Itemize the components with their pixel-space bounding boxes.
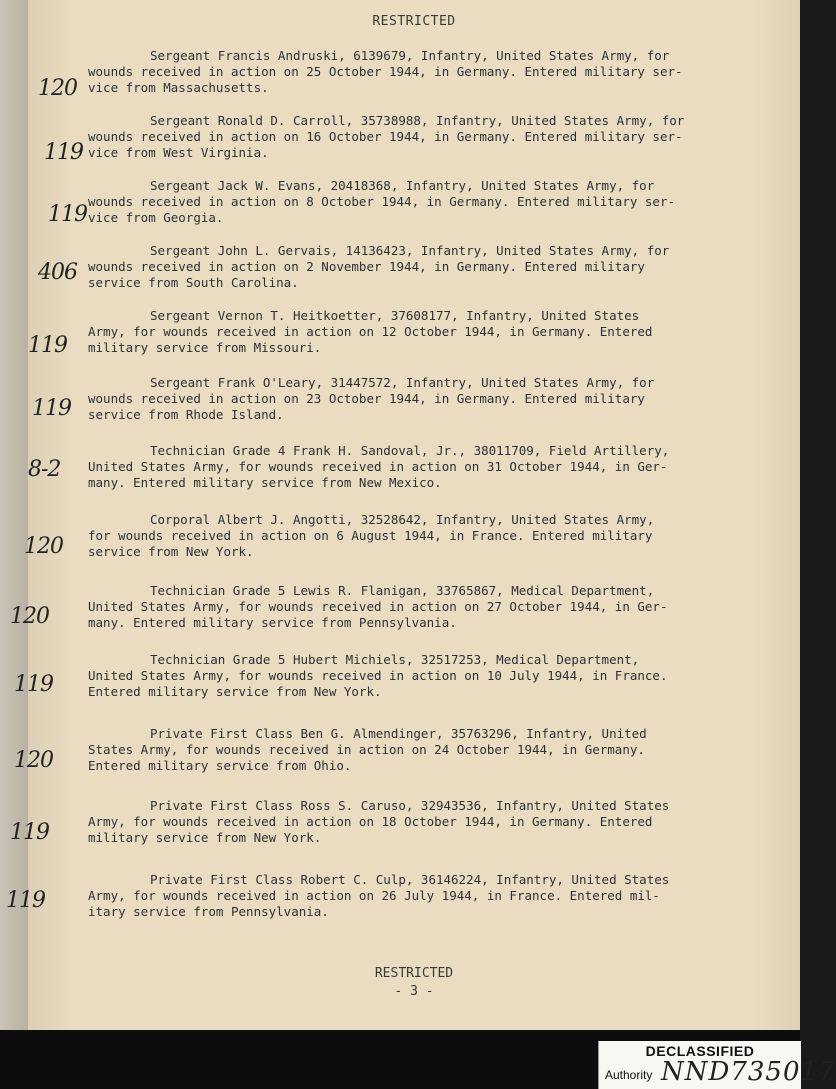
entry-line: Private First Class Robert C. Culp, 36146224, Infantry, United States	[150, 872, 670, 887]
entry-line: Sergeant Jack W. Evans, 20418368, Infantry, United States Army, for	[150, 178, 655, 193]
citation-entry	[88, 726, 768, 774]
entry-line: Entered military service from New York.	[88, 684, 382, 699]
entry-line: itary service from Pennsylvania.	[88, 904, 329, 919]
handwritten-note: 120	[38, 76, 77, 101]
entry-line: wounds received in action on 2 November 1944, in Germany. Entered military	[88, 259, 645, 274]
handwritten-note: 119	[32, 396, 71, 421]
citation-entry	[88, 798, 768, 846]
entry-line: United States Army, for wounds received in action on 10 July 1944, in France.	[88, 668, 668, 683]
entry-line: wounds received in action on 16 October 1944, in Germany. Entered military ser-	[88, 129, 683, 144]
header-classification: RESTRICTED	[372, 14, 456, 29]
entry-line: many. Entered military service from New Mexico.	[88, 475, 442, 490]
entry-line: vice from Massachusetts.	[88, 80, 269, 95]
entry-line: wounds received in action on 23 October 1944, in Germany. Entered military	[88, 391, 645, 406]
entry-line: Army, for wounds received in action on 18 October 1944, in Germany. Entered	[88, 814, 653, 829]
page-number: - 3 -	[394, 984, 434, 999]
entry-line: wounds received in action on 8 October 1944, in Germany. Entered military ser-	[88, 194, 675, 209]
stamp-label: Authority	[605, 1068, 653, 1082]
entry-line: States Army, for wounds received in action on 24 October 1944, in Germany.	[88, 742, 645, 757]
citation-entry	[88, 512, 768, 560]
handwritten-note: 119	[44, 140, 83, 165]
entry-line: Army, for wounds received in action on 12 October 1944, in Germany. Entered	[88, 324, 653, 339]
handwritten-note: 119	[6, 888, 45, 913]
entry-line: wounds received in action on 25 October 1944, in Germany. Entered military ser-	[88, 64, 683, 79]
entry-line: Sergeant John L. Gervais, 14136423, Infantry, United States Army, for	[150, 243, 670, 258]
handwritten-note: 119	[48, 202, 87, 227]
handwritten-note: 120	[10, 604, 49, 629]
stamp-number: NND735017	[661, 1057, 836, 1087]
entry-line: Sergeant Ronald D. Carroll, 35738988, Infantry, United States Army, for	[150, 113, 685, 128]
entry-line: vice from West Virginia.	[88, 145, 269, 160]
handwritten-note: 119	[10, 820, 49, 845]
citation-entry	[88, 872, 768, 920]
entry-line: Technician Grade 4 Frank H. Sandoval, Jr., 38011709, Field Artillery,	[150, 443, 670, 458]
citation-entry	[88, 48, 768, 96]
entry-line: Private First Class Ben G. Almendinger, 35763296, Infantry, United	[150, 726, 647, 741]
entry-line: for wounds received in action on 6 August 1944, in France. Entered military	[88, 528, 653, 543]
entry-line: vice from Georgia.	[88, 210, 224, 225]
scan-edge	[0, 0, 28, 1030]
citation-entry	[88, 243, 768, 291]
entry-line: Sergeant Francis Andruski, 6139679, Infantry, United States Army, for	[150, 48, 670, 63]
document-page	[6, 0, 800, 1030]
entry-line: service from South Carolina.	[88, 275, 299, 290]
citation-entry	[88, 308, 768, 356]
entry-line: Army, for wounds received in action on 26 July 1944, in France. Entered mil-	[88, 888, 660, 903]
handwritten-note: 406	[38, 260, 77, 285]
handwritten-note: 8-2	[28, 457, 61, 482]
citation-entry	[88, 375, 768, 423]
handwritten-note: 120	[24, 534, 63, 559]
entry-line: Sergeant Frank O'Leary, 31447572, Infantry, United States Army, for	[150, 375, 655, 390]
citation-entry	[88, 443, 768, 491]
entry-line: Private First Class Ross S. Caruso, 32943536, Infantry, United States	[150, 798, 670, 813]
declassified-stamp	[598, 1041, 836, 1089]
citation-entry	[88, 113, 768, 161]
footer-classification: RESTRICTED	[374, 966, 454, 981]
entry-line: military service from Missouri.	[88, 340, 322, 355]
entry-line: Technician Grade 5 Lewis R. Flanigan, 33765867, Medical Department,	[150, 583, 655, 598]
entry-line: Corporal Albert J. Angotti, 32528642, Infantry, United States Army,	[150, 512, 655, 527]
entry-line: military service from New York.	[88, 830, 322, 845]
entry-line: United States Army, for wounds received in action on 27 October 1944, in Ger-	[88, 599, 668, 614]
entry-line: United States Army, for wounds received in action on 31 October 1944, in Ger-	[88, 459, 668, 474]
handwritten-note: 120	[14, 748, 53, 773]
citation-entry	[88, 178, 768, 226]
entry-line: service from Rhode Island.	[88, 407, 284, 422]
entry-line: many. Entered military service from Pennsylvania.	[88, 615, 457, 630]
entry-line: service from New York.	[88, 544, 254, 559]
entry-line: Sergeant Vernon T. Heitkoetter, 37608177, Infantry, United States	[150, 308, 640, 323]
stamp-title: DECLASSIFIED	[645, 1043, 755, 1059]
citation-entry	[88, 583, 768, 631]
entry-line: Entered military service from Ohio.	[88, 758, 352, 773]
citation-entry	[88, 652, 768, 700]
handwritten-note: 119	[14, 672, 53, 697]
handwritten-note: 119	[28, 333, 67, 358]
entry-line: Technician Grade 5 Hubert Michiels, 32517253, Medical Department,	[150, 652, 640, 667]
